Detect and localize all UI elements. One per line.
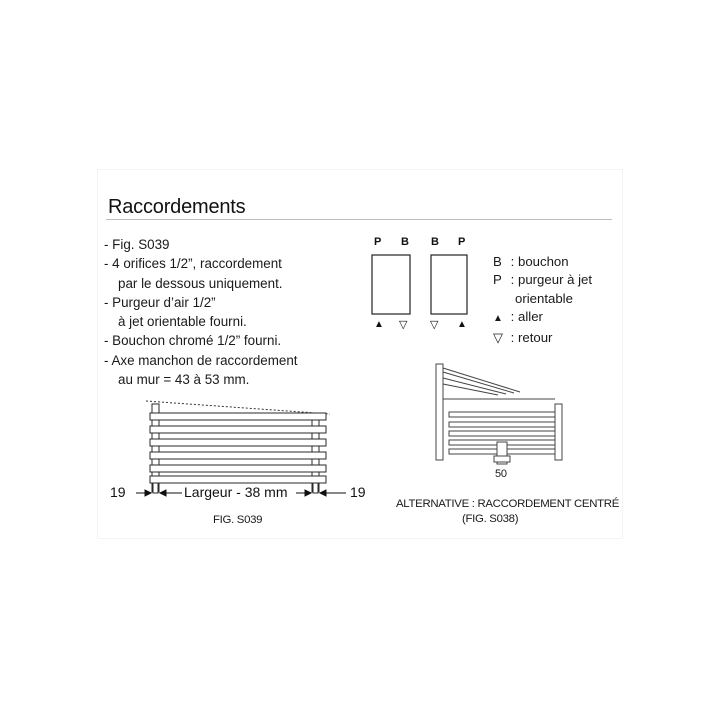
spec-item: - 4 orifices 1/2”, raccordement par le dessous uniquement.	[104, 256, 283, 291]
side-bar	[449, 431, 555, 436]
side-bar	[449, 412, 555, 417]
spec-item: - Fig. S039	[104, 237, 170, 252]
center-connection-nut	[494, 456, 510, 462]
return-triangle-icon: ▽	[399, 319, 408, 331]
legend-item: P : purgeur à jet orientable	[493, 272, 593, 306]
center-offset-dimension: 50	[495, 468, 507, 480]
supply-triangle-icon: ▲	[374, 319, 384, 330]
port-label: B	[431, 236, 439, 248]
side-upright	[436, 364, 443, 460]
spec-item: - Purgeur d’air 1/2” à jet orientable fourni.	[104, 294, 247, 330]
spec-item: - Axe manchon de raccordement au mur = 43 à 53 mm.	[104, 352, 298, 388]
return-triangle-icon: ▽	[430, 319, 439, 331]
legend-item: B : bouchon	[493, 254, 569, 269]
side-bar	[449, 422, 555, 427]
legend-item: ▽ : retour	[493, 329, 553, 345]
port-label: P	[458, 236, 466, 248]
section-title: Raccordements	[108, 196, 246, 218]
supply-triangle-icon: ▲	[457, 319, 467, 330]
right-offset-dimension: 19	[350, 484, 366, 500]
towel-bar-top	[443, 368, 520, 392]
left-offset-dimension: 19	[110, 484, 126, 500]
side-upright	[555, 404, 562, 460]
fig-s038-caption-ref: (FIG. S038)	[462, 513, 519, 525]
legend-item: ▲ : aller	[493, 309, 543, 325]
port-label: P	[374, 236, 382, 248]
fig-s038-caption: ALTERNATIVE : RACCORDEMENT CENTRÉ	[396, 498, 620, 510]
width-dimension: Largeur - 38 mm	[184, 484, 288, 500]
spec-item: - Bouchon chromé 1/2” fourni.	[104, 333, 282, 349]
fig-s039-caption: FIG. S039	[213, 514, 263, 526]
port-label: B	[401, 236, 409, 248]
